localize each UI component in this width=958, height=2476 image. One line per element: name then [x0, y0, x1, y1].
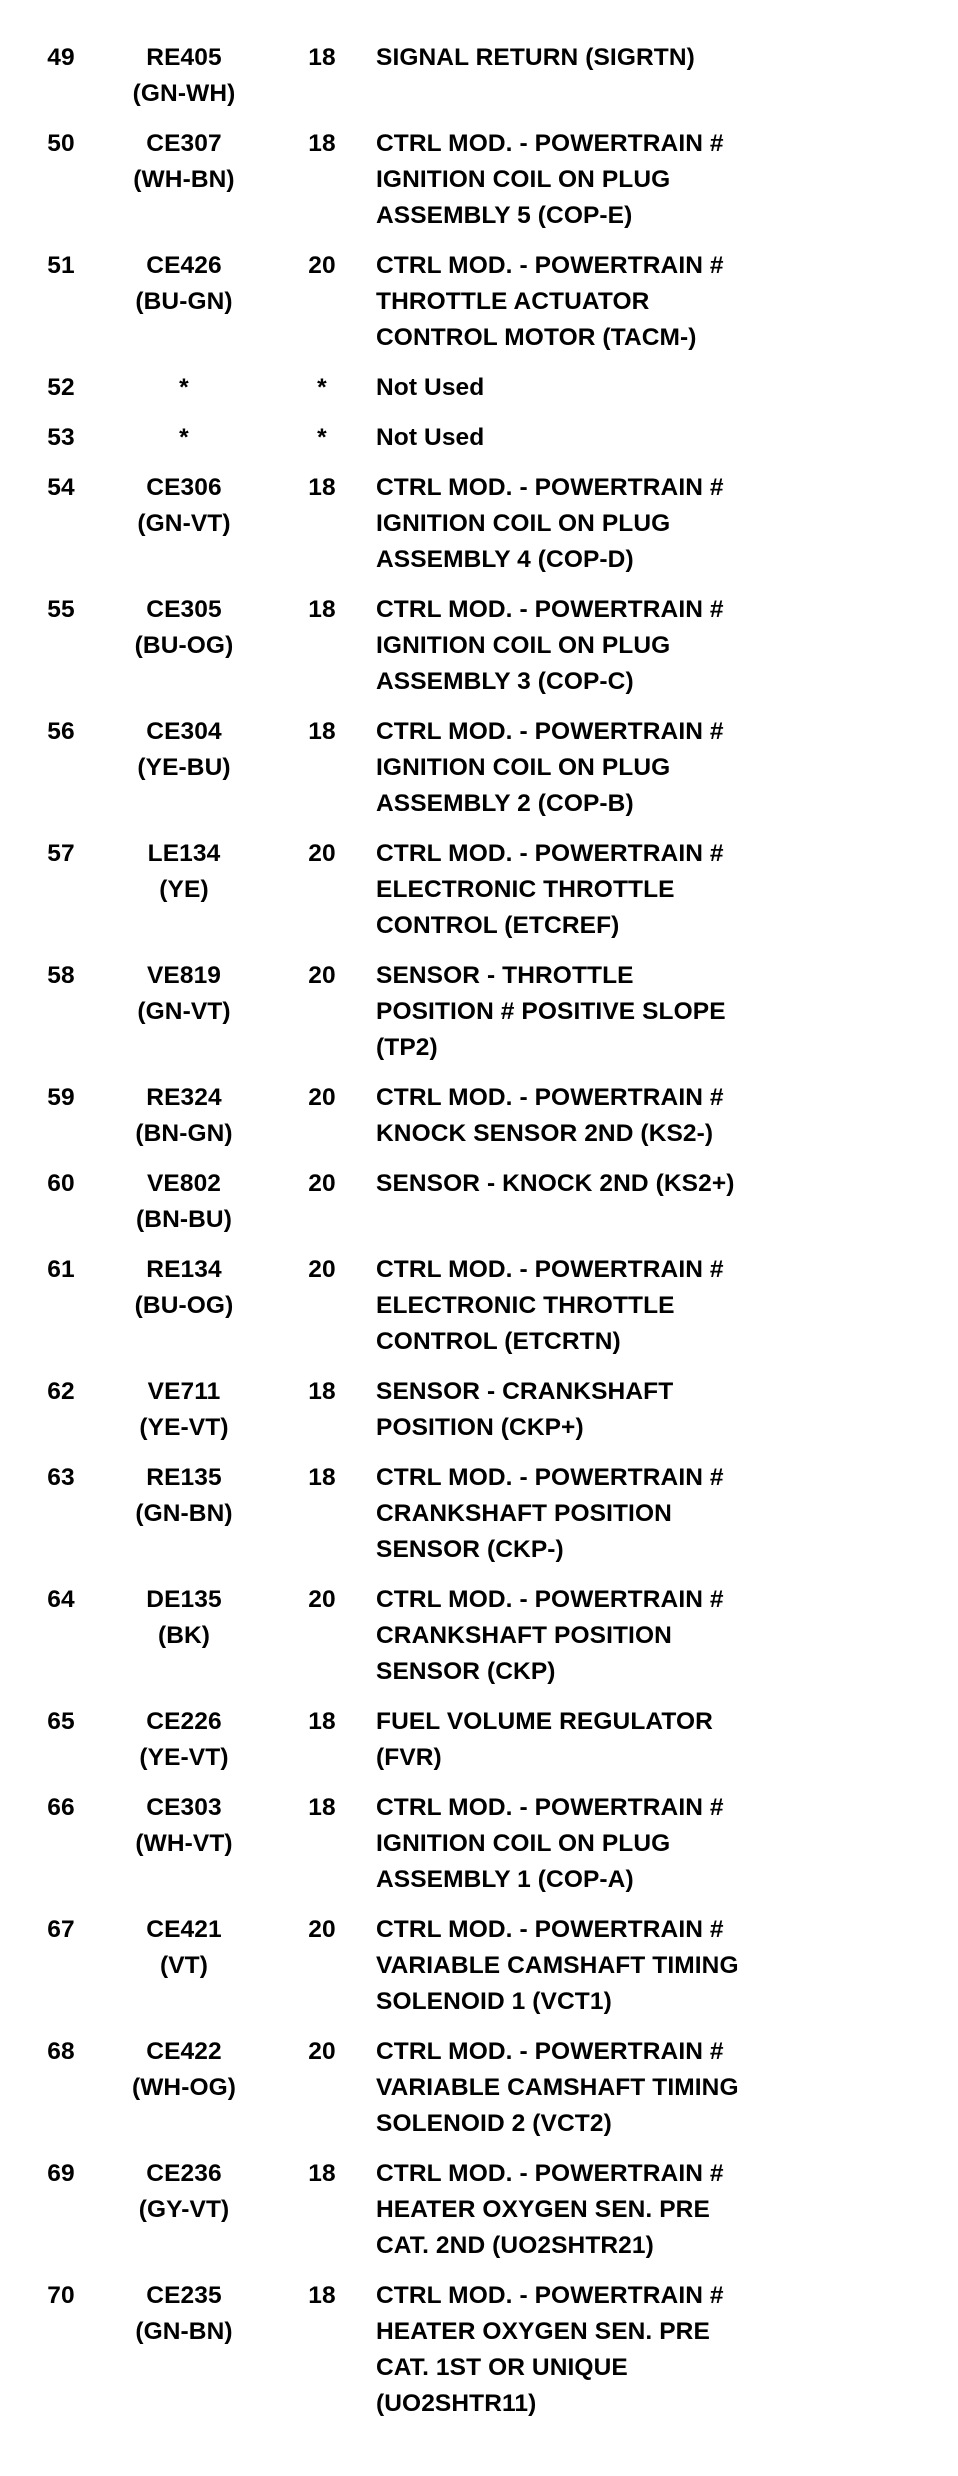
description-line: CTRL MOD. - POWERTRAIN #	[376, 596, 724, 623]
circuit-cell	[100, 958, 268, 1080]
pinout-table-body	[22, 40, 922, 2436]
pin-number-cell: 50	[47, 130, 75, 157]
description-line: CONTROL (ETCRTN)	[376, 1328, 621, 1355]
circuit-cell	[100, 1704, 268, 1790]
pin-number-cell: 69	[47, 2160, 75, 2187]
description-line: CTRL MOD. - POWERTRAIN #	[376, 1586, 724, 1613]
description-cell	[376, 592, 922, 714]
table-row	[22, 126, 922, 248]
circuit-color-code: (GN-VT)	[137, 998, 231, 1025]
table-row	[22, 714, 922, 836]
description-line: CTRL MOD. - POWERTRAIN #	[376, 2038, 724, 2065]
circuit-code: RE135	[146, 1464, 222, 1491]
circuit-cell	[100, 40, 268, 126]
description-line: (FVR)	[376, 1744, 442, 1771]
description-line: CTRL MOD. - POWERTRAIN #	[376, 2160, 724, 2187]
description-line: Not Used	[376, 374, 485, 401]
table-row	[22, 592, 922, 714]
pin-number-cell: 49	[47, 44, 75, 71]
circuit-cell	[100, 1252, 268, 1374]
circuit-code: CE236	[146, 2160, 222, 2187]
circuit-code: LE134	[147, 840, 221, 867]
circuit-code: RE134	[146, 1256, 222, 1283]
circuit-color-code: (GN-VT)	[137, 510, 231, 537]
pin-number-cell: 66	[47, 1794, 75, 1821]
description-line: IGNITION COIL ON PLUG	[376, 510, 671, 537]
description-line: CTRL MOD. - POWERTRAIN #	[376, 840, 724, 867]
description-line: IGNITION COIL ON PLUG	[376, 1830, 671, 1857]
description-line: HEATER OXYGEN SEN. PRE	[376, 2196, 710, 2223]
circuit-code: CE426	[146, 252, 222, 279]
table-row	[22, 370, 922, 420]
circuit-color-code: (BU-GN)	[135, 288, 233, 315]
description-line: ASSEMBLY 1 (COP-A)	[376, 1866, 634, 1893]
table-row	[22, 958, 922, 1080]
pin-number-cell: 62	[47, 1378, 75, 1405]
circuit-code: *	[179, 374, 189, 401]
table-row	[22, 40, 922, 126]
circuit-code: RE405	[146, 44, 222, 71]
table-row	[22, 1704, 922, 1790]
description-cell	[376, 2034, 922, 2156]
pin-number-cell: 60	[47, 1170, 75, 1197]
circuit-cell	[100, 2034, 268, 2156]
circuit-code: CE235	[146, 2282, 222, 2309]
pin-number-cell: 61	[47, 1256, 75, 1283]
circuit-color-code: (BK)	[157, 1622, 211, 1649]
description-line: KNOCK SENSOR 2ND (KS2-)	[376, 1120, 714, 1147]
circuit-code: VE819	[146, 962, 222, 989]
table-row	[22, 248, 922, 370]
wire-gauge-cell: 20	[308, 962, 336, 989]
pin-number-cell: 70	[47, 2282, 75, 2309]
description-line: CTRL MOD. - POWERTRAIN #	[376, 1916, 724, 1943]
description-line: CONTROL (ETCREF)	[376, 912, 620, 939]
description-cell	[376, 1080, 922, 1166]
description-cell	[376, 1790, 922, 1912]
description-cell	[376, 1252, 922, 1374]
table-row	[22, 836, 922, 958]
circuit-color-code: (YE-BU)	[137, 754, 231, 781]
circuit-color-code: (BU-OG)	[134, 632, 234, 659]
description-line: SENSOR (CKP)	[376, 1658, 556, 1685]
description-line: SOLENOID 2 (VCT2)	[376, 2110, 612, 2137]
table-row	[22, 1374, 922, 1460]
pin-number-cell: 57	[47, 840, 75, 867]
description-line: IGNITION COIL ON PLUG	[376, 632, 671, 659]
circuit-cell	[100, 1460, 268, 1582]
description-line: CTRL MOD. - POWERTRAIN #	[376, 130, 724, 157]
circuit-cell	[100, 1166, 268, 1252]
wire-gauge-cell: 20	[308, 1170, 336, 1197]
wire-gauge-cell: 20	[308, 1916, 336, 1943]
circuit-code: *	[179, 424, 189, 451]
circuit-code: VE802	[146, 1170, 222, 1197]
circuit-cell	[100, 2156, 268, 2278]
description-cell	[376, 1460, 922, 1582]
table-row	[22, 1166, 922, 1252]
description-line: ELECTRONIC THROTTLE	[376, 876, 675, 903]
wire-gauge-cell: 20	[308, 2038, 336, 2065]
description-line: ASSEMBLY 3 (COP-C)	[376, 668, 634, 695]
description-cell	[376, 836, 922, 958]
description-line: POSITION (CKP+)	[376, 1414, 584, 1441]
pin-number-cell: 67	[47, 1916, 75, 1943]
circuit-color-code: (BU-OG)	[134, 1292, 234, 1319]
circuit-code: CE421	[146, 1916, 222, 1943]
description-line: SENSOR - CRANKSHAFT	[376, 1378, 674, 1405]
description-line: CTRL MOD. - POWERTRAIN #	[376, 2282, 724, 2309]
wire-gauge-cell: *	[317, 424, 327, 451]
wire-gauge-cell: 18	[308, 1708, 336, 1735]
description-cell	[376, 1582, 922, 1704]
description-line: ASSEMBLY 4 (COP-D)	[376, 546, 634, 573]
circuit-code: CE422	[146, 2038, 222, 2065]
wire-gauge-cell: 18	[308, 1378, 336, 1405]
wire-gauge-cell: 18	[308, 474, 336, 501]
pin-number-cell: 53	[47, 424, 75, 451]
circuit-code: CE303	[146, 1794, 222, 1821]
connector-pinout-table	[22, 40, 922, 2436]
description-line: HEATER OXYGEN SEN. PRE	[376, 2318, 710, 2345]
circuit-code: CE226	[146, 1708, 222, 1735]
circuit-cell	[100, 836, 268, 958]
description-line: IGNITION COIL ON PLUG	[376, 754, 671, 781]
description-line: CTRL MOD. - POWERTRAIN #	[376, 1794, 724, 1821]
circuit-code: CE305	[146, 596, 222, 623]
description-line: SENSOR (CKP-)	[376, 1536, 564, 1563]
table-row	[22, 420, 922, 470]
table-row	[22, 1460, 922, 1582]
circuit-code: CE306	[146, 474, 222, 501]
description-line: CONTROL MOTOR (TACM-)	[376, 324, 697, 351]
description-cell	[376, 370, 922, 420]
wire-gauge-cell: 20	[308, 252, 336, 279]
pin-number-cell: 54	[47, 474, 75, 501]
description-cell	[376, 40, 922, 126]
table-row	[22, 470, 922, 592]
pin-number-cell: 58	[47, 962, 75, 989]
description-line: THROTTLE ACTUATOR	[376, 288, 650, 315]
circuit-color-code: (WH-BN)	[133, 166, 235, 193]
description-line: CTRL MOD. - POWERTRAIN #	[376, 1256, 724, 1283]
circuit-cell	[100, 1790, 268, 1912]
wire-gauge-cell: *	[317, 374, 327, 401]
circuit-color-code: (GN-WH)	[132, 80, 236, 107]
circuit-color-code: (VT)	[159, 1952, 209, 1979]
description-line: CTRL MOD. - POWERTRAIN #	[376, 718, 724, 745]
description-line: POSITION # POSITIVE SLOPE	[376, 998, 726, 1025]
description-line: ELECTRONIC THROTTLE	[376, 1292, 675, 1319]
circuit-code: VE711	[147, 1378, 221, 1405]
table-row	[22, 1252, 922, 1374]
circuit-code: CE307	[146, 130, 222, 157]
circuit-color-code: (YE)	[159, 876, 209, 903]
description-line: CRANKSHAFT POSITION	[376, 1500, 672, 1527]
pin-number-cell: 68	[47, 2038, 75, 2065]
table-row	[22, 1912, 922, 2034]
wire-gauge-cell: 18	[308, 130, 336, 157]
pin-number-cell: 63	[47, 1464, 75, 1491]
table-row	[22, 1790, 922, 1912]
description-cell	[376, 1374, 922, 1460]
circuit-cell	[100, 1912, 268, 2034]
wire-gauge-cell: 20	[308, 840, 336, 867]
circuit-color-code: (YE-VT)	[139, 1744, 229, 1771]
circuit-cell	[100, 1374, 268, 1460]
circuit-color-code: (YE-VT)	[139, 1414, 229, 1441]
description-cell	[376, 126, 922, 248]
description-cell	[376, 958, 922, 1080]
circuit-cell	[100, 420, 268, 470]
description-line: CRANKSHAFT POSITION	[376, 1622, 672, 1649]
wire-gauge-cell: 20	[308, 1586, 336, 1613]
circuit-cell	[100, 592, 268, 714]
wire-gauge-cell: 20	[308, 1256, 336, 1283]
wire-gauge-cell: 20	[308, 1084, 336, 1111]
circuit-color-code: (BN-BU)	[136, 1206, 232, 1233]
table-row	[22, 2034, 922, 2156]
circuit-code: CE304	[146, 718, 222, 745]
pin-number-cell: 51	[47, 252, 75, 279]
description-cell	[376, 1704, 922, 1790]
wire-gauge-cell: 18	[308, 44, 336, 71]
table-row	[22, 2278, 922, 2436]
description-line: CTRL MOD. - POWERTRAIN #	[376, 1084, 724, 1111]
circuit-color-code: (WH-VT)	[135, 1830, 233, 1857]
circuit-color-code: (GN-BN)	[135, 2318, 233, 2345]
description-line: CTRL MOD. - POWERTRAIN #	[376, 1464, 724, 1491]
pin-number-cell: 52	[47, 374, 75, 401]
description-line: CTRL MOD. - POWERTRAIN #	[376, 252, 724, 279]
description-cell	[376, 714, 922, 836]
circuit-color-code: (GY-VT)	[138, 2196, 230, 2223]
circuit-cell	[100, 126, 268, 248]
description-line: FUEL VOLUME REGULATOR	[376, 1708, 713, 1735]
description-line: SENSOR - THROTTLE	[376, 962, 634, 989]
description-cell	[376, 470, 922, 592]
description-cell	[376, 2278, 922, 2436]
wire-gauge-cell: 18	[308, 1464, 336, 1491]
table-row	[22, 1582, 922, 1704]
pin-number-cell: 59	[47, 1084, 75, 1111]
description-cell	[376, 1166, 922, 1252]
circuit-cell	[100, 370, 268, 420]
circuit-color-code: (GN-BN)	[135, 1500, 233, 1527]
pin-number-cell: 55	[47, 596, 75, 623]
circuit-code: DE135	[146, 1586, 222, 1613]
wire-gauge-cell: 18	[308, 718, 336, 745]
circuit-cell	[100, 1080, 268, 1166]
description-line: CTRL MOD. - POWERTRAIN #	[376, 474, 724, 501]
description-line: SENSOR - KNOCK 2ND (KS2+)	[376, 1170, 735, 1197]
wire-gauge-cell: 18	[308, 596, 336, 623]
description-line: IGNITION COIL ON PLUG	[376, 166, 671, 193]
description-line: SOLENOID 1 (VCT1)	[376, 1988, 612, 2015]
circuit-cell	[100, 1582, 268, 1704]
table-row	[22, 2156, 922, 2278]
circuit-color-code: (BN-GN)	[135, 1120, 233, 1147]
circuit-code: RE324	[146, 1084, 222, 1111]
circuit-color-code: (WH-OG)	[131, 2074, 237, 2101]
circuit-cell	[100, 248, 268, 370]
description-line: ASSEMBLY 5 (COP-E)	[376, 202, 633, 229]
wire-gauge-cell: 18	[308, 2282, 336, 2309]
description-line: CAT. 2ND (UO2SHTR21)	[376, 2232, 654, 2259]
description-line: VARIABLE CAMSHAFT TIMING	[376, 1952, 739, 1979]
description-cell	[376, 420, 922, 470]
description-line: Not Used	[376, 424, 485, 451]
description-line: CAT. 1ST OR UNIQUE	[376, 2354, 628, 2381]
circuit-cell	[100, 2278, 268, 2436]
description-line: VARIABLE CAMSHAFT TIMING	[376, 2074, 739, 2101]
description-line: ASSEMBLY 2 (COP-B)	[376, 790, 634, 817]
wire-gauge-cell: 18	[308, 2160, 336, 2187]
wire-gauge-cell: 18	[308, 1794, 336, 1821]
description-line: (UO2SHTR11)	[376, 2390, 537, 2417]
description-cell	[376, 2156, 922, 2278]
description-line: SIGNAL RETURN (SIGRTN)	[376, 44, 695, 71]
description-cell	[376, 248, 922, 370]
pin-number-cell: 65	[47, 1708, 75, 1735]
pin-number-cell: 56	[47, 718, 75, 745]
pin-number-cell: 64	[47, 1586, 75, 1613]
table-row	[22, 1080, 922, 1166]
description-cell	[376, 1912, 922, 2034]
circuit-cell	[100, 470, 268, 592]
description-line: (TP2)	[376, 1034, 438, 1061]
circuit-cell	[100, 714, 268, 836]
